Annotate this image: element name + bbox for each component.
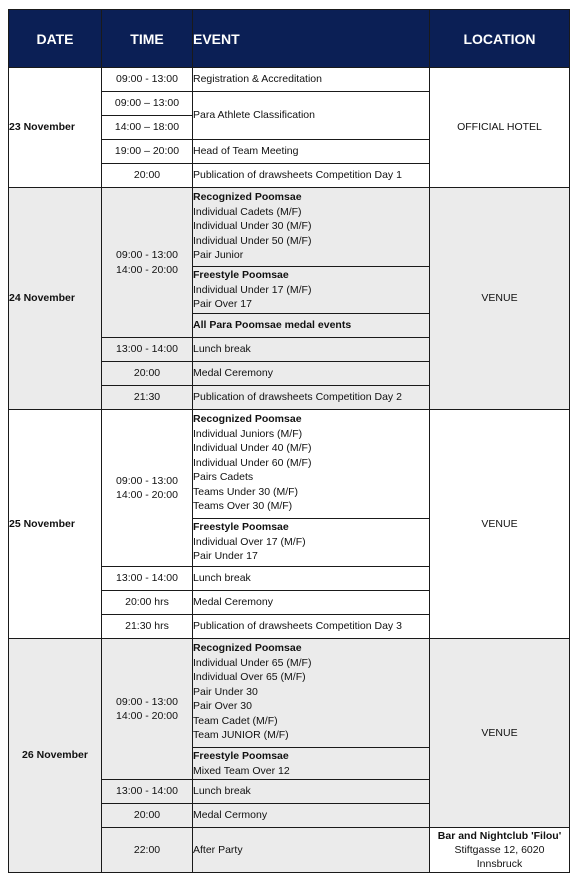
recognized-block bbox=[193, 639, 430, 748]
list-item: Teams Under 30 (M/F) bbox=[193, 485, 299, 498]
list-item: Teams Over 30 (M/F) bbox=[193, 500, 293, 512]
header-row bbox=[9, 10, 570, 68]
row-event: Lunch break bbox=[193, 338, 430, 362]
row-time: 21:30 bbox=[102, 386, 193, 410]
list-item: Pair Over 17 bbox=[193, 298, 252, 310]
party-address: Stiftgasse 12, 6020 bbox=[454, 844, 545, 856]
row-event: Para Athlete Classification bbox=[193, 92, 430, 140]
list-item: Individual Over 17 (M/F) bbox=[193, 535, 306, 548]
table-row bbox=[9, 188, 570, 267]
freestyle-block bbox=[193, 267, 430, 314]
freestyle-block bbox=[193, 519, 430, 567]
row-event: Publication of drawsheets Competition Day 1 bbox=[193, 164, 430, 188]
recognized-title: Recognized Poomsae bbox=[193, 642, 302, 654]
freestyle-title: Freestyle Poomsae bbox=[193, 750, 289, 762]
schedule-table bbox=[8, 9, 570, 873]
header-location: LOCATION bbox=[430, 10, 570, 68]
row-event: Publication of drawsheets Competition Day 2 bbox=[193, 386, 430, 410]
row-event: Lunch break bbox=[193, 780, 430, 804]
row-time: 20:00 hrs bbox=[102, 591, 193, 615]
list-item: Individual Under 30 (M/F) bbox=[193, 220, 312, 232]
row-event: Head of Team Meeting bbox=[193, 140, 430, 164]
row-event: Publication of drawsheets Competition Day 3 bbox=[193, 615, 430, 639]
list-item: Individual Under 40 (M/F) bbox=[193, 442, 312, 454]
party-location bbox=[430, 828, 570, 873]
day-location: VENUE bbox=[430, 639, 570, 828]
row-time: 20:00 bbox=[102, 164, 193, 188]
row-time: 13:00 - 14:00 bbox=[102, 780, 193, 804]
list-item: Individual Cadets (M/F) bbox=[193, 205, 302, 218]
list-item: Individual Under 50 (M/F) bbox=[193, 234, 312, 247]
row-time: 20:00 bbox=[102, 362, 193, 386]
block-time: 09:00 - 13:00 14:00 - 20:00 bbox=[102, 410, 193, 567]
day-location: OFFICIAL HOTEL bbox=[430, 68, 570, 188]
freestyle-title: Freestyle Poomsae bbox=[193, 521, 289, 533]
row-time: 21:30 hrs bbox=[102, 615, 193, 639]
recognized-block bbox=[193, 188, 430, 267]
row-time: 20:00 bbox=[102, 804, 193, 828]
list-item: Individual Under 60 (M/F) bbox=[193, 456, 312, 469]
list-item: Pair Over 30 bbox=[193, 700, 252, 712]
list-item: Individual Under 17 (M/F) bbox=[193, 283, 312, 296]
row-time: 09:00 - 13:00 bbox=[102, 68, 193, 92]
day-date: 25 November bbox=[9, 410, 102, 639]
list-item: Pair Under 17 bbox=[193, 550, 258, 562]
day-date: 26 November bbox=[9, 639, 102, 873]
para-events: All Para Poomsae medal events bbox=[193, 314, 430, 338]
list-item: Individual Under 65 (M/F) bbox=[193, 656, 312, 669]
row-event: After Party bbox=[193, 828, 430, 873]
row-time: 13:00 - 14:00 bbox=[102, 338, 193, 362]
list-item: Team JUNIOR (M/F) bbox=[193, 729, 289, 741]
row-event: Medal Ceremony bbox=[193, 362, 430, 386]
list-item: Mixed Team Over 12 bbox=[193, 764, 290, 777]
row-time: 14:00 – 18:00 bbox=[102, 116, 193, 140]
row-time: 09:00 – 13:00 bbox=[102, 92, 193, 116]
freestyle-title: Freestyle Poomsae bbox=[193, 269, 289, 281]
day-date: 24 November bbox=[9, 188, 102, 410]
row-event: Medal Ceremony bbox=[193, 591, 430, 615]
day-location: VENUE bbox=[430, 410, 570, 639]
list-item: Individual Juniors (M/F) bbox=[193, 427, 303, 440]
row-time: 19:00 – 20:00 bbox=[102, 140, 193, 164]
header-time: TIME bbox=[102, 10, 193, 68]
row-event: Lunch break bbox=[193, 567, 430, 591]
header-event: EVENT bbox=[193, 10, 430, 68]
list-item: Pairs Cadets bbox=[193, 471, 254, 483]
list-item: Team Cadet (M/F) bbox=[193, 714, 278, 727]
recognized-block bbox=[193, 410, 430, 519]
block-time: 09:00 - 13:00 14:00 - 20:00 bbox=[102, 639, 193, 780]
day-location: VENUE bbox=[430, 188, 570, 410]
list-item: Pair Junior bbox=[193, 249, 244, 261]
recognized-title: Recognized Poomsae bbox=[193, 413, 302, 425]
day-date: 23 November bbox=[9, 68, 102, 188]
header-date: DATE bbox=[9, 10, 102, 68]
list-item: Pair Under 30 bbox=[193, 685, 258, 698]
recognized-title: Recognized Poomsae bbox=[193, 191, 302, 203]
table-row bbox=[9, 639, 570, 748]
table-row bbox=[9, 68, 570, 92]
table-row bbox=[9, 410, 570, 519]
party-venue-name: Bar and Nightclub 'Filou' bbox=[437, 830, 562, 842]
freestyle-block bbox=[193, 748, 430, 780]
party-city: Innsbruck bbox=[476, 858, 523, 870]
row-event: Registration & Accreditation bbox=[193, 68, 430, 92]
list-item: Individual Over 65 (M/F) bbox=[193, 671, 306, 683]
row-time: 13:00 - 14:00 bbox=[102, 567, 193, 591]
row-event: Medal Cermony bbox=[193, 804, 430, 828]
block-time: 09:00 - 13:00 14:00 - 20:00 bbox=[102, 188, 193, 338]
row-time: 22:00 bbox=[102, 828, 193, 873]
